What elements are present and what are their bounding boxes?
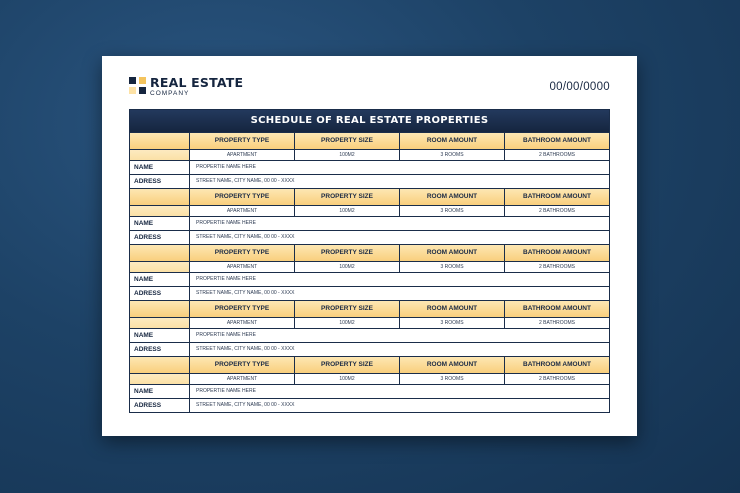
address-label: ADRESS <box>130 287 190 300</box>
header-spacer-cell <box>130 357 190 373</box>
property-value-cell: 3 ROOMS <box>400 150 505 160</box>
column-header: PROPERTY SIZE <box>295 301 400 317</box>
property-value-cell: 2 BATHROOMS <box>538 320 576 326</box>
column-header: PROPERTY SIZE <box>295 133 400 149</box>
header-spacer-cell <box>130 133 190 149</box>
table-title: SCHEDULE OF REAL ESTATE PROPERTIES <box>130 110 609 132</box>
logo-mark-icon <box>129 77 146 94</box>
address-label: ADRESS <box>130 399 190 412</box>
document-date: 00/00/0000 <box>549 81 610 93</box>
property-address-value: STREET NAME, CITY NAME, 00 00 - XXXX <box>196 402 295 408</box>
property-values-row <box>130 205 609 216</box>
property-value-cell: 3 ROOMS <box>400 206 505 216</box>
property-header-row <box>130 356 609 373</box>
property-value-cell: 3 ROOMS <box>400 374 505 384</box>
column-header: ROOM AMOUNT <box>400 133 505 149</box>
header-spacer-cell <box>130 301 190 317</box>
property-values-row <box>130 317 609 328</box>
property-header-row <box>130 132 609 149</box>
name-label: NAME <box>130 161 190 174</box>
property-address-value: STREET NAME, CITY NAME, 00 00 - XXXX <box>196 234 295 240</box>
property-value-cell: 100M2 <box>295 318 400 328</box>
address-label: ADRESS <box>130 231 190 244</box>
name-label: NAME <box>130 217 190 230</box>
property-value-cell: APARTMENT <box>190 374 295 384</box>
property-name-row <box>130 384 609 398</box>
property-name-value: PROPERTIE NAME HERE <box>196 332 256 338</box>
logo-square-icon <box>129 77 136 84</box>
property-value-cell: APARTMENT <box>190 262 295 272</box>
logo-square-icon <box>139 77 146 84</box>
column-header: PROPERTY TYPE <box>190 189 295 205</box>
column-header: BATHROOM AMOUNT <box>523 137 591 144</box>
property-name-row <box>130 216 609 230</box>
property-address-value: STREET NAME, CITY NAME, 00 00 - XXXX <box>196 290 295 296</box>
property-name-row <box>130 272 609 286</box>
property-value-cell: 3 ROOMS <box>400 318 505 328</box>
property-values-row <box>130 261 609 272</box>
column-header: ROOM AMOUNT <box>400 357 505 373</box>
values-spacer-cell <box>130 150 190 160</box>
values-spacer-cell <box>130 318 190 328</box>
property-name-value: PROPERTIE NAME HERE <box>196 388 256 394</box>
name-label: NAME <box>130 329 190 342</box>
column-header: PROPERTY TYPE <box>190 301 295 317</box>
property-header-row <box>130 300 609 317</box>
column-header: ROOM AMOUNT <box>400 189 505 205</box>
column-header: BATHROOM AMOUNT <box>523 361 591 368</box>
property-value-cell: 100M2 <box>295 374 400 384</box>
property-name-value: PROPERTIE NAME HERE <box>196 220 256 226</box>
property-name-value: PROPERTIE NAME HERE <box>196 164 256 170</box>
property-address-row <box>130 398 609 412</box>
property-name-value: PROPERTIE NAME HERE <box>196 276 256 282</box>
property-name-row <box>130 328 609 342</box>
property-header-row <box>130 188 609 205</box>
property-address-value: STREET NAME, CITY NAME, 00 00 - XXXX <box>196 178 295 184</box>
column-header: PROPERTY SIZE <box>295 189 400 205</box>
property-address-value: STREET NAME, CITY NAME, 00 00 - XXXX <box>196 346 295 352</box>
property-address-row <box>130 174 609 188</box>
column-header: BATHROOM AMOUNT <box>523 249 591 256</box>
name-label: NAME <box>130 385 190 398</box>
property-value-cell: 2 BATHROOMS <box>538 264 576 270</box>
column-header: PROPERTY SIZE <box>295 245 400 261</box>
logo-square-icon <box>129 87 136 94</box>
column-header: PROPERTY TYPE <box>190 133 295 149</box>
values-spacer-cell <box>130 374 190 384</box>
header-spacer-cell <box>130 189 190 205</box>
property-value-cell: APARTMENT <box>190 150 295 160</box>
property-values-row <box>130 149 609 160</box>
document-sheet <box>102 56 637 436</box>
property-value-cell: APARTMENT <box>190 206 295 216</box>
property-address-row <box>130 230 609 244</box>
property-value-cell: 100M2 <box>295 150 400 160</box>
values-spacer-cell <box>130 262 190 272</box>
company-subtitle: COMPANY <box>150 90 190 97</box>
property-address-row <box>130 342 609 356</box>
property-value-cell: 100M2 <box>295 262 400 272</box>
address-label: ADRESS <box>130 175 190 188</box>
property-name-row <box>130 160 609 174</box>
property-value-cell: APARTMENT <box>190 318 295 328</box>
property-value-cell: 100M2 <box>295 206 400 216</box>
column-header: PROPERTY TYPE <box>190 245 295 261</box>
address-label: ADRESS <box>130 343 190 356</box>
column-header: ROOM AMOUNT <box>400 301 505 317</box>
company-name: REAL ESTATE <box>150 75 244 90</box>
property-value-cell: 2 BATHROOMS <box>538 152 576 158</box>
property-blocks <box>130 132 609 412</box>
column-header: PROPERTY TYPE <box>190 357 295 373</box>
property-address-row <box>130 286 609 300</box>
property-values-row <box>130 373 609 384</box>
name-label: NAME <box>130 273 190 286</box>
property-value-cell: 2 BATHROOMS <box>538 376 576 382</box>
header-spacer-cell <box>130 245 190 261</box>
property-value-cell: 2 BATHROOMS <box>538 208 576 214</box>
column-header: BATHROOM AMOUNT <box>523 305 591 312</box>
column-header: PROPERTY SIZE <box>295 357 400 373</box>
property-value-cell: 3 ROOMS <box>400 262 505 272</box>
logo-square-icon <box>139 87 146 94</box>
values-spacer-cell <box>130 206 190 216</box>
column-header: ROOM AMOUNT <box>400 245 505 261</box>
property-header-row <box>130 244 609 261</box>
column-header: BATHROOM AMOUNT <box>523 193 591 200</box>
properties-schedule-table <box>129 109 610 413</box>
